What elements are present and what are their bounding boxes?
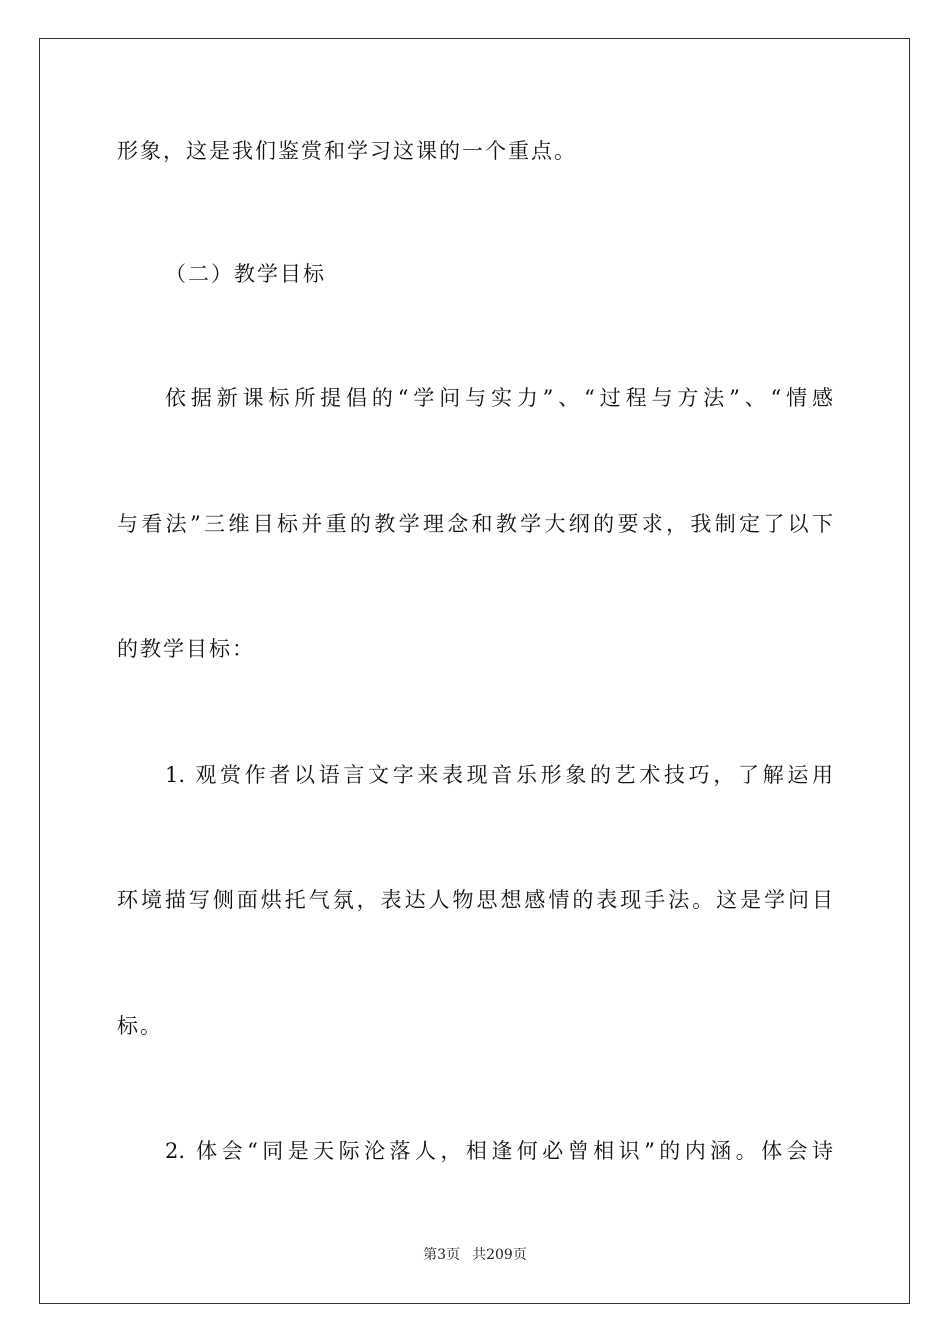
page-number: 第3页: [423, 1247, 461, 1263]
page-total: 共209页: [472, 1247, 527, 1263]
section-heading-teaching-goals: （二）教学目标: [165, 262, 326, 286]
list-item-1-line-1: 1. 观赏作者以语言文字来表现音乐形象的艺术技巧，了解运用: [165, 763, 833, 787]
list-item-1-line-2: 环境描写侧面烘托气氛，表达人物思想感情的表现手法。这是学问目: [117, 888, 833, 912]
list-item-2-line-1: 2. 体会“同是天际沦落人，相逢何必曾相识”的内涵。体会诗: [165, 1139, 833, 1163]
paragraph-line-3: 依据新课标所提倡的“学问与实力”、“过程与方法”、“情感: [165, 386, 833, 410]
page-border: [39, 38, 910, 1304]
paragraph-line-1: 形象，这是我们鉴赏和学习这课的一个重点。: [117, 139, 577, 163]
paragraph-line-4: 与看法”三维目标并重的教学理念和教学大纲的要求，我制定了以下: [117, 512, 833, 536]
list-item-1-line-3: 标。: [117, 1014, 163, 1038]
paragraph-line-5: 的教学目标：: [117, 637, 255, 661]
page-footer: [0, 1245, 950, 1265]
